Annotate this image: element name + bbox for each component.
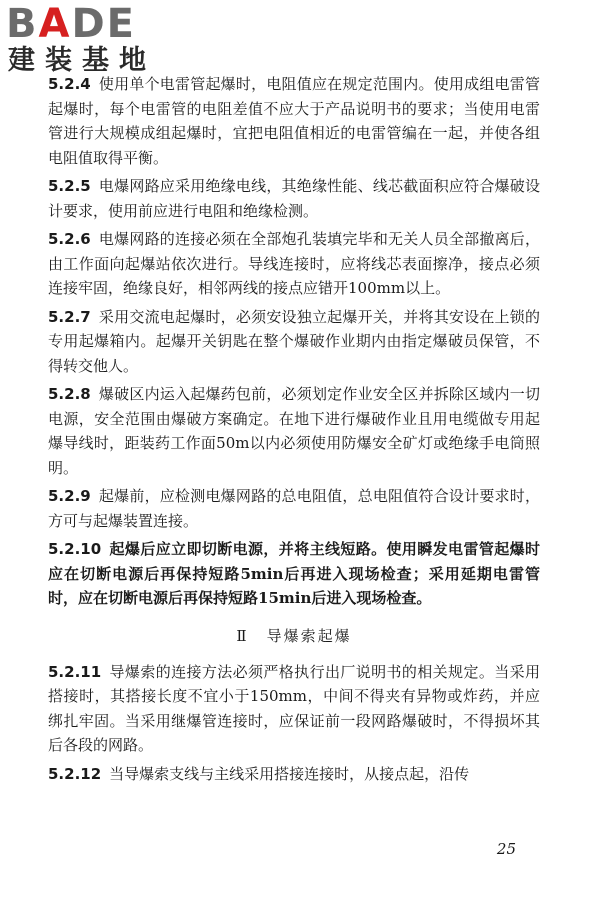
publisher-logo: [6, 1, 186, 76]
clause-5-2-9: 5.2.9 起爆前，应检测电爆网路的总电阻值，总电阻值符合设计要求时，方可与起爆装置连接。: [48, 487, 540, 530]
clause-5-2-10: 5.2.10 起爆后应立即切断电源，并将主线短路。使用瞬发电雷管起爆时应在切断电源后再保持短路5min后再进入现场检查；采用延期电雷管时，应在切断电源后再保持短路15min后进入现场检查。: [48, 540, 540, 607]
section-heading: Ⅱ 导爆索起爆: [236, 626, 352, 645]
clause-5-2-4: 5.2.4 使用单个电雷管起爆时，电阻值应在规定范围内。使用成组电雷管起爆时，每个电雷管的电阻差值不应大于产品说明书的要求；当使用电雷管进行大规模成组起爆时，宜把电阻值相近的电雷管编在一起，并使各组电阻值取得平衡。: [48, 75, 540, 167]
logo-subtitle: 建装基地: [8, 45, 156, 76]
clause-5-2-8: 5.2.8 爆破区内运入起爆药包前，必须划定作业安全区并拆除区域内一切电源，安全范围由爆破方案确定。在地下进行爆破作业且用电缆做专用起爆导线时，距装药工作面50m以内必须使用防爆安全矿灯或绝缘手电筒照明。: [48, 385, 540, 477]
document-body: [48, 72, 540, 790]
clause-5-2-12: 5.2.12 当导爆索支线与主线采用搭接连接时，从接点起，沿传: [48, 764, 470, 783]
clause-5-2-11: 5.2.11 导爆索的连接方法必须严格执行出厂说明书的相关规定。当采用搭接时，其搭接长度不宜小于150mm，中间不得夹有异物或炸药，并应绑扎牢固。当采用继爆管连接时，应保证前一段网路爆破时，不得损坏其后各段的网路。: [48, 662, 540, 754]
logo-wordmark: BADE: [6, 1, 136, 47]
page-number: 25: [496, 840, 516, 858]
clause-5-2-6: 5.2.6 电爆网路的连接必须在全部炮孔装填完毕和无关人员全部撤离后，由工作面向起爆站依次进行。导线连接时，应将线芯表面擦净，接点必须连接牢固，绝缘良好，相邻两线的接点应错开100mm以上。: [48, 230, 540, 297]
clause-5-2-7: 5.2.7 采用交流电起爆时，必须安设独立起爆开关，并将其安设在上锁的专用起爆箱内。起爆开关钥匙在整个爆破作业期内由指定爆破员保管，不得转交他人。: [48, 307, 540, 375]
clause-5-2-5: 5.2.5 电爆网路应采用绝缘电线，其绝缘性能、线芯截面积应符合爆破设计要求，使用前应进行电阻和绝缘检测。: [48, 177, 540, 220]
